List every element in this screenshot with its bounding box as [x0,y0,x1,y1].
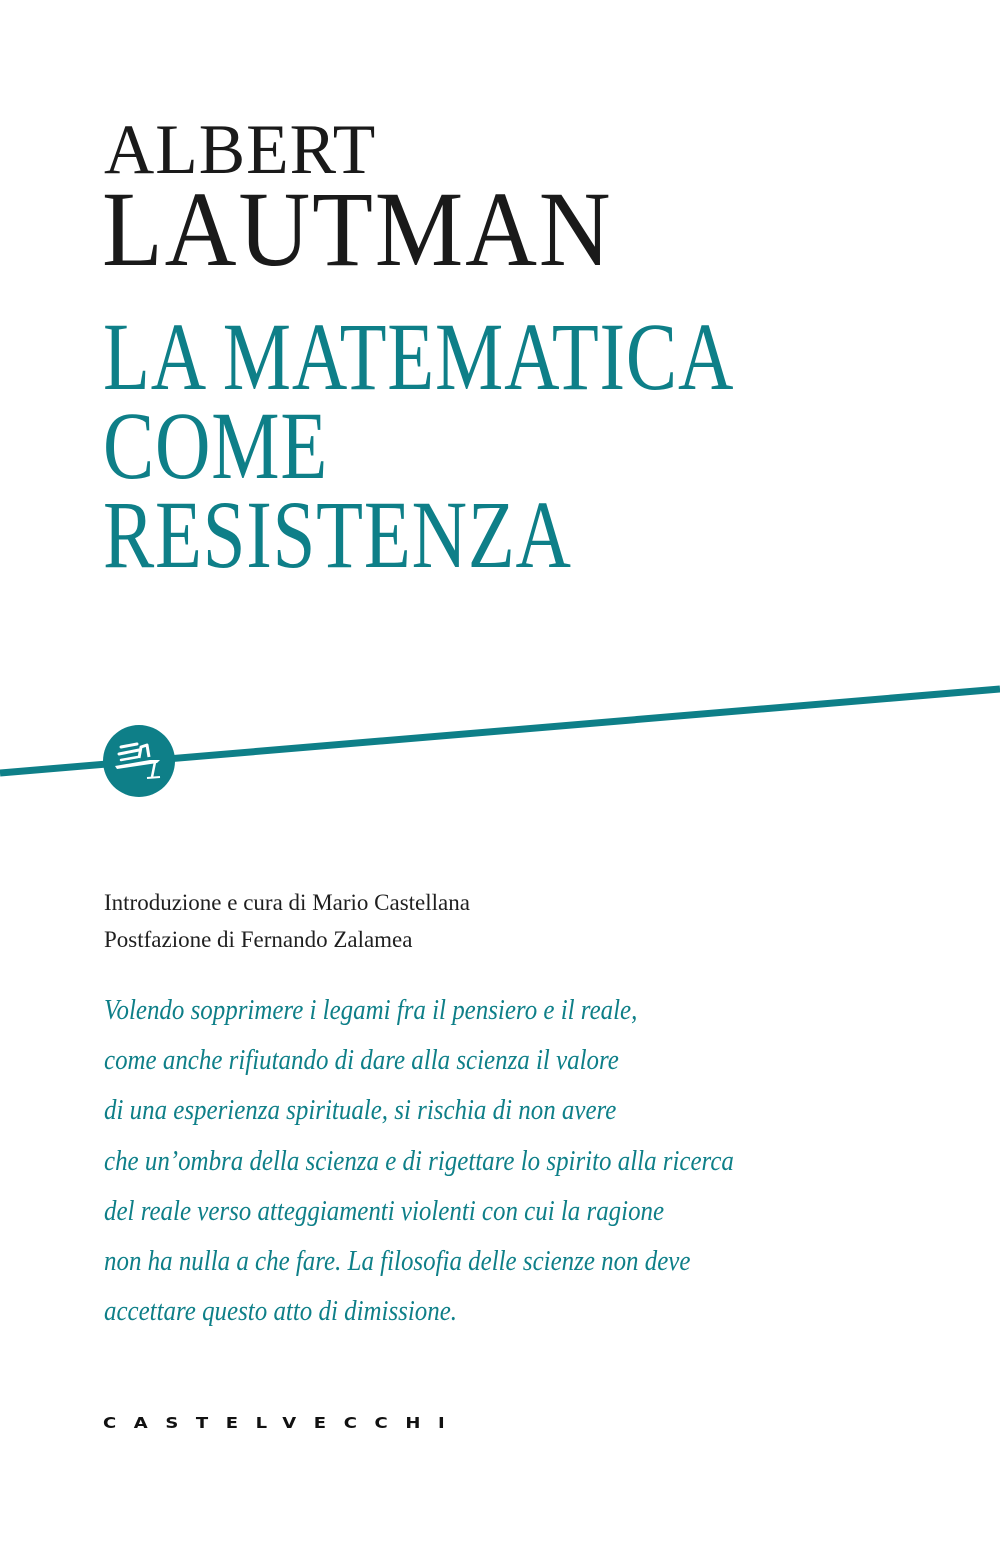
quote-line: Volendo sopprimere i legami fra il pensiero e il reale, [104,994,638,1026]
book-title [103,303,892,588]
author-first-name: ALBERT [104,111,377,189]
quote-line: non ha nulla a che fare. La filosofia delle scienze non deve [104,1245,691,1278]
back-quote [104,985,836,1336]
ship-icon [103,725,175,797]
afterword-credit: Postfazione di Fernando Zalamea [104,927,413,952]
title-line-1: LA MATEMATICA [103,303,735,410]
editor-credit: Introduzione e cura di Mario Castellana [104,890,470,915]
title-line-3: RESISTENZA [103,481,572,588]
publisher-logo: CASTELVECCHI [103,1415,463,1433]
title-line-2: COME [103,392,329,499]
divider-line-with-logo [0,670,1000,800]
author-last-name: LAUTMAN [102,171,613,289]
credits [104,884,470,958]
quote-line: come anche rifiutando di dare alla scienza il valore [104,1044,619,1077]
quote-line: di una esperienza spirituale, si rischia di non avere [104,1094,617,1127]
quote-line: del reale verso atteggiamenti violenti con cui la ragione [104,1194,665,1227]
quote-line: che un’ombra della scienza e di rigettare lo spirito alla ricerca [104,1144,734,1177]
quote-line: accettare questo atto di dimissione. [104,1295,458,1328]
